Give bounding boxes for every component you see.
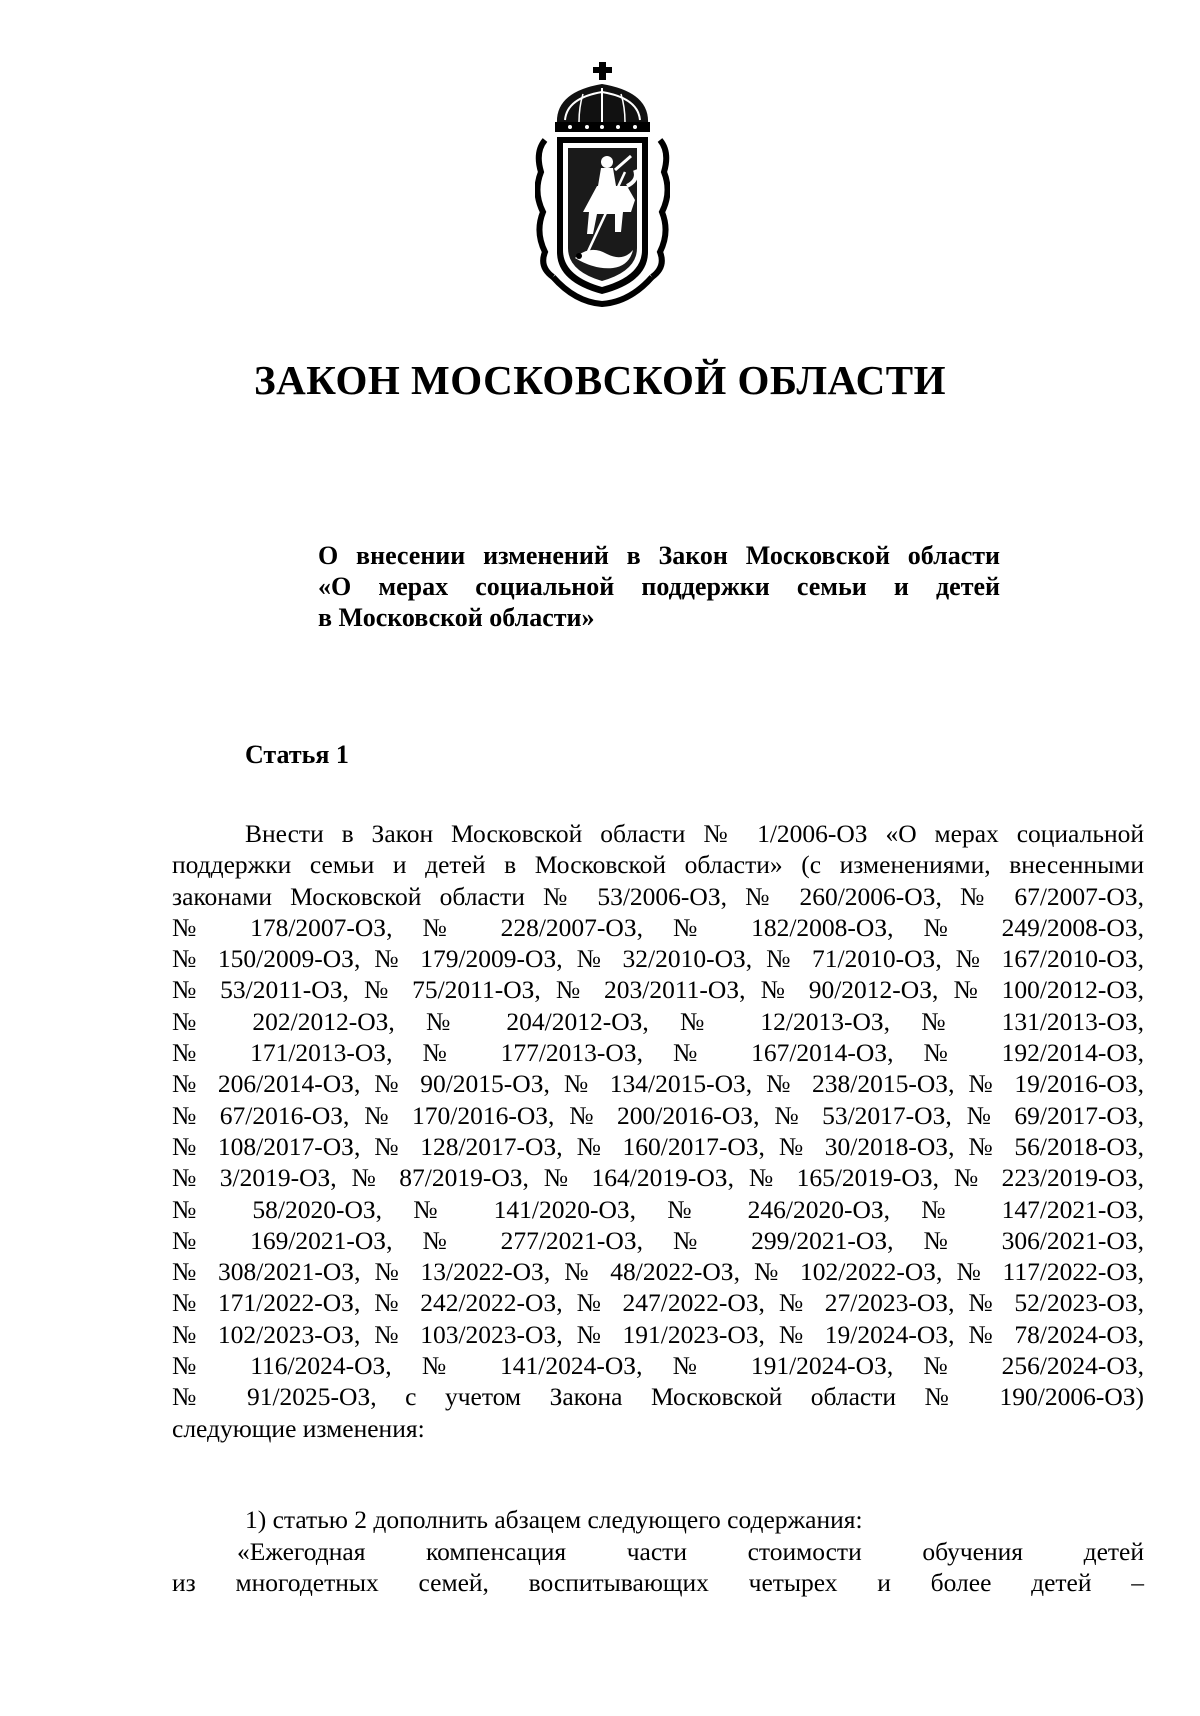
paragraph-line: № 169/2021-ОЗ, № 277/2021-ОЗ, № 299/2021-ОЗ, № 306/2021-ОЗ, xyxy=(172,1225,1144,1255)
paragraph-line: № 91/2025-ОЗ, с учетом Закона Московской области № 190/2006-ОЗ) xyxy=(172,1382,1144,1412)
paragraph-line: № 150/2009-ОЗ, № 179/2009-ОЗ, № 32/2010-ОЗ, № 71/2010-ОЗ, № 167/2010-ОЗ, xyxy=(172,944,1144,974)
amendment-quote xyxy=(172,1536,1144,1599)
amendment-item-1: 1) статью 2 дополнить абзацем следующего содержания: xyxy=(245,1505,863,1534)
paragraph-line: № 171/2022-ОЗ, № 242/2022-ОЗ, № 247/2022-ОЗ, № 27/2023-ОЗ, № 52/2023-ОЗ, xyxy=(172,1288,1144,1318)
quote-line: из многодетных семей, воспитывающих четырех и более детей – xyxy=(172,1568,1144,1598)
subtitle-line: в Московской области» xyxy=(318,603,595,632)
paragraph-line: № 202/2012-ОЗ, № 204/2012-ОЗ, № 12/2013-ОЗ, № 131/2013-ОЗ, xyxy=(172,1006,1144,1036)
quote-line: «Ежегодная компенсация части стоимости обучения детей xyxy=(237,1537,1144,1566)
paragraph-line: № 102/2023-ОЗ, № 103/2023-ОЗ, № 191/2023-ОЗ, № 19/2024-ОЗ, № 78/2024-ОЗ, xyxy=(172,1319,1144,1349)
paragraph-line: № 58/2020-ОЗ, № 141/2020-ОЗ, № 246/2020-ОЗ, № 147/2021-ОЗ, xyxy=(172,1194,1144,1224)
paragraph-line: следующие изменения: xyxy=(172,1413,425,1443)
article-paragraph xyxy=(172,818,1144,1444)
paragraph-line: № 178/2007-ОЗ, № 228/2007-ОЗ, № 182/2008-ОЗ, № 249/2008-ОЗ, xyxy=(172,912,1144,942)
paragraph-line: № 67/2016-ОЗ, № 170/2016-ОЗ, № 200/2016-ОЗ, № 53/2017-ОЗ, № 69/2017-ОЗ, xyxy=(172,1100,1144,1130)
law-title: ЗАКОН МОСКОВСКОЙ ОБЛАСТИ xyxy=(254,357,946,403)
article-heading: Статья 1 xyxy=(245,740,349,769)
paragraph-line: № 3/2019-ОЗ, № 87/2019-ОЗ, № 164/2019-ОЗ, № 165/2019-ОЗ, № 223/2019-ОЗ, xyxy=(172,1163,1144,1193)
subtitle-line: «О мерах социальной поддержки семьи и детей xyxy=(318,572,1000,601)
paragraph-line: № 206/2014-ОЗ, № 90/2015-ОЗ, № 134/2015-ОЗ, № 238/2015-ОЗ, № 19/2016-ОЗ, xyxy=(172,1069,1144,1099)
paragraph-line: № 116/2024-ОЗ, № 141/2024-ОЗ, № 191/2024-ОЗ, № 256/2024-ОЗ, xyxy=(172,1351,1144,1381)
subtitle-line: О внесении изменений в Закон Московской области xyxy=(318,541,1000,570)
paragraph-line: № 171/2013-ОЗ, № 177/2013-ОЗ, № 167/2014-ОЗ, № 192/2014-ОЗ, xyxy=(172,1038,1144,1068)
paragraph-line: № 108/2017-ОЗ, № 128/2017-ОЗ, № 160/2017-ОЗ, № 30/2018-ОЗ, № 56/2018-ОЗ, xyxy=(172,1131,1144,1161)
paragraph-line: № 308/2021-ОЗ, № 13/2022-ОЗ, № 48/2022-ОЗ, № 102/2022-ОЗ, № 117/2022-ОЗ, xyxy=(172,1257,1144,1287)
paragraph-line: поддержки семьи и детей в Московской области» (с изменениями, внесенными xyxy=(172,850,1144,880)
paragraph-line: Внести в Закон Московской области № 1/2006-ОЗ «О мерах социальной xyxy=(245,819,1144,848)
coat-of-arms-icon xyxy=(535,62,670,307)
law-subtitle xyxy=(318,540,1000,633)
paragraph-line: законами Московской области № 53/2006-ОЗ, № 260/2006-ОЗ, № 67/2007-ОЗ, xyxy=(172,881,1144,911)
paragraph-line: № 53/2011-ОЗ, № 75/2011-ОЗ, № 203/2011-ОЗ, № 90/2012-ОЗ, № 100/2012-ОЗ, xyxy=(172,975,1144,1005)
